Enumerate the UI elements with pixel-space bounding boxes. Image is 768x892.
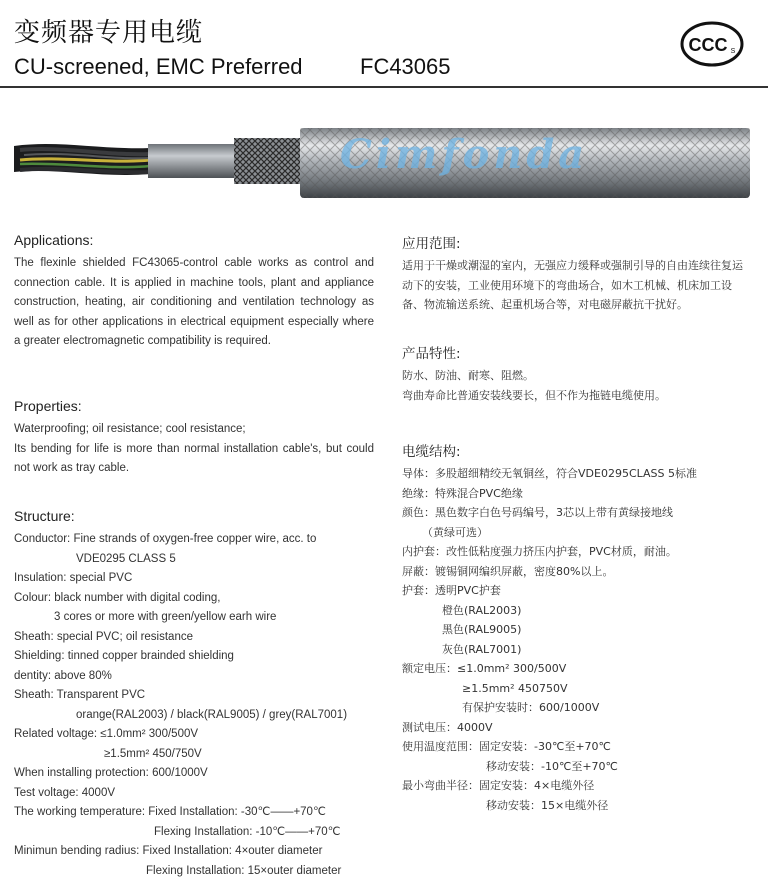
- properties-heading: Properties:: [14, 398, 82, 414]
- applications-section-cn: [402, 232, 752, 315]
- properties-heading-cn: 产品特性:: [402, 346, 461, 362]
- properties-line-cn: 弯曲寿命比普通安装线要长，但不作为拖链电缆使用。: [402, 388, 666, 402]
- structure-line: Flexing Installation: 15×outer diameter: [146, 864, 342, 877]
- ccc-sub-text: S: [730, 48, 736, 55]
- structure-heading: Structure:: [14, 508, 75, 524]
- structure-line-cn: 内护套：改性低粘度强力挤压内护套，PVC材质，耐油。: [402, 545, 677, 558]
- properties-section-en: [14, 398, 374, 479]
- properties-line: Waterproofing; oil resistance; cool resistance;: [14, 423, 246, 435]
- structure-line-cn: 黑色(RAL9005): [442, 623, 522, 636]
- title-chinese: 变频器专用电缆: [14, 18, 204, 48]
- properties-text: Its bending for life is more than normal installation cable's, but could not work as tray cable.: [14, 442, 374, 474]
- structure-line-cn: 测试电压：4000V: [402, 720, 493, 734]
- ccc-mark-text: CCC: [688, 35, 728, 55]
- structure-line: Sheath: Transparent PVC: [14, 689, 146, 701]
- title-english: CU-screened, EMC Preferred: [14, 54, 303, 79]
- structure-line-cn: 护套：透明PVC护套: [402, 584, 501, 597]
- structure-line-cn: 移动安装：15×电缆外径: [486, 798, 609, 812]
- structure-line-cn: 移动安装：-10℃至+70℃: [486, 759, 618, 773]
- cable-watermark: Cimfonda: [340, 131, 589, 178]
- structure-line: Flexing Installation: -10℃——+70℃: [154, 825, 341, 838]
- structure-line-cn: 额定电压：≤1.0mm² 300/500V: [402, 662, 567, 675]
- structure-line-cn: 颜色：黑色数字白色号码编号，3芯以上带有黄绿接地线: [402, 506, 673, 519]
- structure-line: Test voltage: 4000V: [14, 786, 116, 799]
- structure-line: Colour: black number with digital coding,: [14, 591, 221, 604]
- structure-line-cn: 有保护安装时：600/1000V: [462, 701, 600, 714]
- inner-sheath: [148, 144, 236, 178]
- structure-line-cn: （黄绿可选）: [422, 525, 488, 539]
- structure-section-en: [14, 508, 374, 881]
- structure-line: orange(RAL2003) / black(RAL9005) / grey(RAL7001): [76, 708, 348, 721]
- structure-line-cn: 橙色(RAL2003): [442, 603, 522, 617]
- structure-heading-cn: 电缆结构:: [402, 444, 461, 460]
- structure-line-cn: 灰色(RAL7001): [442, 642, 522, 656]
- structure-line: dentity: above 80%: [14, 669, 112, 682]
- ccc-certification-logo: [680, 20, 744, 68]
- applications-text-cn: 适用于干燥或潮湿的室内，无强应力缓释或强制引导的自由连续往复运动下的安装，工业使用环境下的弯曲场合，如木工机械、机床加工设备、物流输送系统、起重机场合等，对电磁屏蔽抗干扰好。: [402, 259, 743, 311]
- applications-section-en: [14, 232, 374, 352]
- structure-line: Insulation: special PVC: [14, 572, 133, 584]
- structure-line: When installing protection: 600/1000V: [14, 767, 208, 779]
- product-code: FC43065: [360, 54, 451, 79]
- applications-heading-cn: 应用范围:: [402, 236, 461, 252]
- properties-section-cn: [402, 342, 752, 405]
- cable-image: [0, 120, 768, 200]
- structure-line: Related voltage: ≤1.0mm² 300/500V: [14, 728, 199, 740]
- structure-line-cn: 最小弯曲半径：固定安装：4×电缆外径: [402, 779, 595, 792]
- structure-line: Conductor: Fine strands of oxygen-free copper wire, acc. to: [14, 533, 317, 545]
- structure-line: The working temperature: Fixed Installation: -30℃——+70℃: [14, 806, 326, 818]
- header-divider: [0, 86, 768, 88]
- structure-line-cn: 导体：多股超细精绞无氧铜丝，符合VDE0295CLASS 5标准: [402, 467, 697, 480]
- structure-line: VDE0295 CLASS 5: [76, 552, 176, 565]
- conductor-wires: [14, 144, 150, 175]
- structure-line-cn: 使用温度范围：固定安装：-30℃至+70℃: [402, 740, 611, 753]
- structure-line: Sheath: special PVC; oil resistance: [14, 630, 193, 643]
- structure-line-cn: 屏蔽：镀锡铜网编织屏蔽，密度80%以上。: [402, 564, 614, 578]
- structure-line: Minimun bending radius: Fixed Installation: 4×outer diameter: [14, 845, 323, 857]
- structure-line: Shielding: tinned copper brainded shielding: [14, 650, 234, 662]
- structure-line: ≥1.5mm² 450/750V: [104, 747, 202, 760]
- structure-section-cn: [402, 440, 752, 815]
- structure-line: 3 cores or more with green/yellow earh wire: [54, 611, 277, 623]
- properties-line-cn: 防水、防油、耐寒、阻燃。: [402, 369, 534, 382]
- applications-heading: Applications:: [14, 232, 94, 248]
- structure-line-cn: 绝缘：特殊混合PVC绝缘: [402, 486, 523, 500]
- applications-text: The flexinle shielded FC43065-control cable works as control and connection cable. It is applied in machine tools, plant and appliance construction, heating, air conditioning and ventilation technology as well as for other applications in electrical equipment especially where a greater electromagnetic compatibility is required.: [14, 257, 374, 347]
- structure-line-cn: ≥1.5mm² 450750V: [462, 681, 568, 695]
